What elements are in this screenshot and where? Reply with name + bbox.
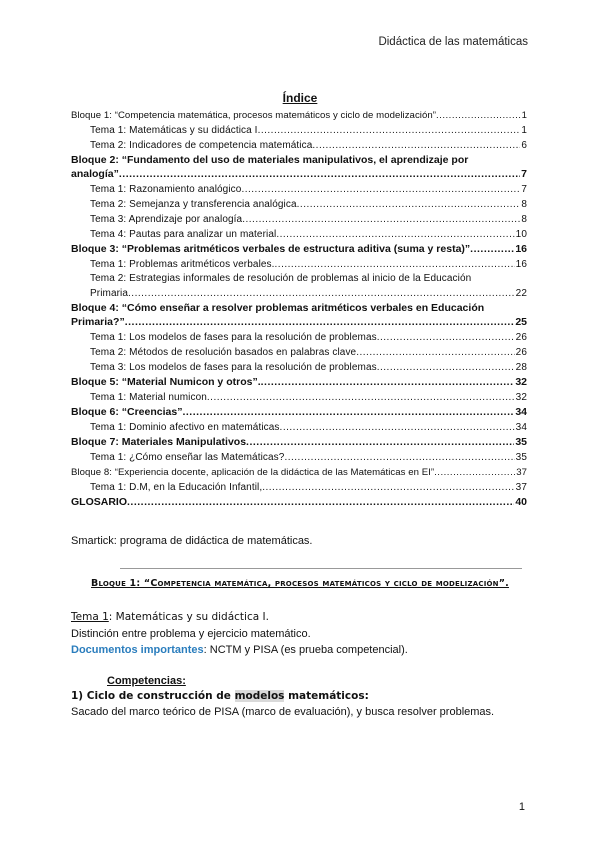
toc-entry-text: Bloque 4: “Cómo enseñar a resolver problemas aritméticos verbales en Educación: [71, 302, 485, 314]
toc-entry-text: Tema 1: Matemáticas y su didáctica I: [90, 125, 258, 136]
toc-leader: [207, 390, 515, 405]
toc-entry-text: Tema 2: Indicadores de competencia matemática: [90, 140, 313, 151]
toc-entry[interactable]: [71, 227, 527, 242]
toc-page: 34: [515, 406, 527, 418]
toc-leader: [377, 360, 515, 375]
toc-entry-text: Bloque 7: Materiales Manipulativos: [71, 436, 247, 448]
toc-page: 34: [515, 422, 527, 433]
toc-entry[interactable]: [71, 182, 527, 197]
page-header: Didáctica de las matemáticas: [378, 36, 528, 48]
toc-page: 6: [521, 140, 527, 151]
toc-leader: [280, 420, 515, 435]
toc-leader: [297, 197, 521, 212]
toc-leader: [119, 167, 520, 182]
toc-page: 16: [515, 259, 527, 270]
toc-page: 35: [515, 452, 527, 463]
toc-page: 7: [521, 168, 527, 180]
toc-entry[interactable]: [71, 153, 527, 182]
toc-leader: [356, 345, 514, 360]
toc-page: 37: [515, 482, 527, 493]
toc-entry-text-cont: Primaria?”: [71, 316, 125, 328]
toc-entry-text: Tema 2: Estrategias informales de resolución de problemas al inicio de la Educación: [90, 273, 472, 284]
toc-entry[interactable]: [71, 450, 527, 465]
ciclo-highlight: modelos: [234, 690, 285, 702]
toc-page: 25: [515, 316, 527, 328]
toc-leader: [258, 123, 521, 138]
toc-page: 1: [521, 110, 527, 121]
toc-page: 35: [515, 436, 527, 448]
ciclo-post: matemáticos:: [284, 690, 369, 702]
page-number: 1: [518, 801, 525, 813]
toc-leader: [246, 435, 514, 450]
toc-entry-text: Bloque 2: “Fundamento del uso de materiales manipulativos, el aprendizaje por: [71, 154, 469, 166]
toc-entry-text: Bloque 3: “Problemas aritméticos verbales de estructura aditiva (suma y resta)”: [71, 243, 471, 255]
toc-leader: [262, 480, 514, 495]
bloque-1-heading: Bloque 1: “Competencia matemática, procesos matemáticos y ciclo de modelización”.: [91, 578, 509, 589]
toc-entry[interactable]: [71, 435, 527, 450]
toc-entry[interactable]: [71, 360, 527, 375]
toc-page: 8: [521, 199, 527, 210]
toc-entry[interactable]: [71, 108, 527, 123]
toc-entry-text: Bloque 8: “Experiencia docente, aplicación de la didáctica de las Matemáticas en EI”: [71, 467, 435, 478]
section-divider: [120, 568, 522, 569]
toc-entry-text: Tema 2: Métodos de resolución basados en palabras clave: [90, 347, 357, 358]
toc-leader: [242, 212, 520, 227]
toc-entry[interactable]: [71, 272, 527, 301]
documentos-text: : NCTM y PISA (es prueba competencial).: [203, 644, 408, 656]
toc-page: 16: [515, 243, 527, 255]
body-line-distincion: Distinción entre problema y ejercicio matemático.: [71, 628, 311, 640]
toc-entry-text: GLOSARIO: [71, 496, 128, 508]
toc-leader: [128, 286, 515, 301]
toc-leader: [284, 450, 514, 465]
toc-leader: [276, 227, 514, 242]
toc-leader: [470, 242, 514, 257]
toc-page: 7: [521, 184, 527, 195]
toc-entry[interactable]: [71, 495, 527, 510]
toc-entry-text: Bloque 5: “Material Numicon y otros”.: [71, 376, 261, 388]
toc-entry[interactable]: [71, 123, 527, 138]
toc-entry-text: Tema 3: Aprendizaje por analogía: [90, 214, 243, 225]
toc-page: 37: [516, 467, 527, 478]
toc-entry[interactable]: [71, 257, 527, 272]
toc-entry[interactable]: [71, 420, 527, 435]
toc-page: 26: [515, 332, 527, 343]
toc-leader: [261, 375, 515, 390]
toc-leader: [436, 108, 521, 123]
toc-page: 32: [515, 392, 527, 403]
index-title: Índice: [282, 91, 318, 105]
ciclo-pre: 1) Ciclo de construcción de: [71, 690, 235, 702]
tema-label: Tema 1: [71, 611, 109, 623]
body-line-pisa: Sacado del marco teórico de PISA (marco de evaluación), y busca resolver problemas.: [71, 706, 495, 718]
documentos-line: [71, 644, 408, 656]
toc-entry-text: Tema 1: Material numicon: [90, 392, 207, 403]
toc-leader: [182, 405, 514, 420]
toc-entry-text-cont: analogía”: [71, 168, 119, 180]
documentos-label: Documentos importantes: [71, 644, 204, 656]
toc-entry-text-cont: Primaria: [90, 288, 129, 299]
toc-entry[interactable]: [71, 330, 527, 345]
toc-entry-text: Tema 1: Problemas aritméticos verbales.: [90, 259, 275, 270]
toc-entry-text: Tema 1: Dominio afectivo en matemáticas: [90, 422, 280, 433]
tema-1-heading: [71, 611, 269, 623]
toc-leader: [241, 182, 520, 197]
toc-page: 10: [515, 229, 527, 240]
smartick-note: Smartick: programa de didáctica de matemáticas.: [71, 535, 313, 547]
table-of-contents: [71, 108, 527, 510]
toc-entry[interactable]: [71, 345, 527, 360]
toc-entry[interactable]: [71, 212, 527, 227]
toc-leader: [434, 465, 515, 480]
toc-leader: [275, 257, 515, 272]
toc-entry-text: Tema 1: ¿Cómo enseñar las Matemáticas?: [90, 452, 285, 463]
toc-entry[interactable]: [71, 138, 527, 153]
toc-entry-text: Tema 4: Pautas para analizar un material: [90, 229, 277, 240]
toc-page: 32: [515, 376, 527, 388]
toc-page: 28: [515, 362, 527, 373]
toc-leader: [125, 315, 515, 330]
toc-page: 8: [521, 214, 527, 225]
toc-entry[interactable]: [71, 197, 527, 212]
toc-entry[interactable]: [71, 480, 527, 495]
toc-leader: [127, 495, 514, 510]
toc-entry-text: Tema 1: D.M, en la Educación Infantil,: [90, 482, 263, 493]
toc-entry-text: Tema 2: Semejanza y transferencia analógica: [90, 199, 297, 210]
toc-page: 40: [515, 496, 527, 508]
toc-entry-text: Tema 3: Los modelos de fases para la resolución de problemas: [90, 362, 377, 373]
toc-entry[interactable]: [71, 242, 527, 257]
toc-entry-text: Bloque 1: “Competencia matemática, procesos matemáticos y ciclo de modelización”: [71, 110, 436, 121]
toc-page: 22: [515, 288, 527, 299]
toc-entry-text: Bloque 6: “Creencias”: [71, 406, 183, 418]
toc-entry-text: Tema 1: Los modelos de fases para la resolución de problemas: [90, 332, 377, 343]
competencias-heading: Competencias:: [107, 675, 186, 687]
toc-leader: [377, 330, 515, 345]
toc-page: 26: [515, 347, 527, 358]
toc-entry[interactable]: [71, 390, 527, 405]
toc-entry[interactable]: [71, 405, 527, 420]
toc-entry[interactable]: [71, 301, 527, 330]
toc-entry[interactable]: [71, 465, 527, 480]
toc-entry[interactable]: [71, 375, 527, 390]
ciclo-subheading: [71, 690, 369, 702]
tema-title: : Matemáticas y su didáctica I.: [108, 611, 269, 623]
toc-entry-text: Tema 1: Razonamiento analógico: [90, 184, 242, 195]
toc-leader: [312, 138, 520, 153]
toc-page: 1: [521, 125, 527, 136]
